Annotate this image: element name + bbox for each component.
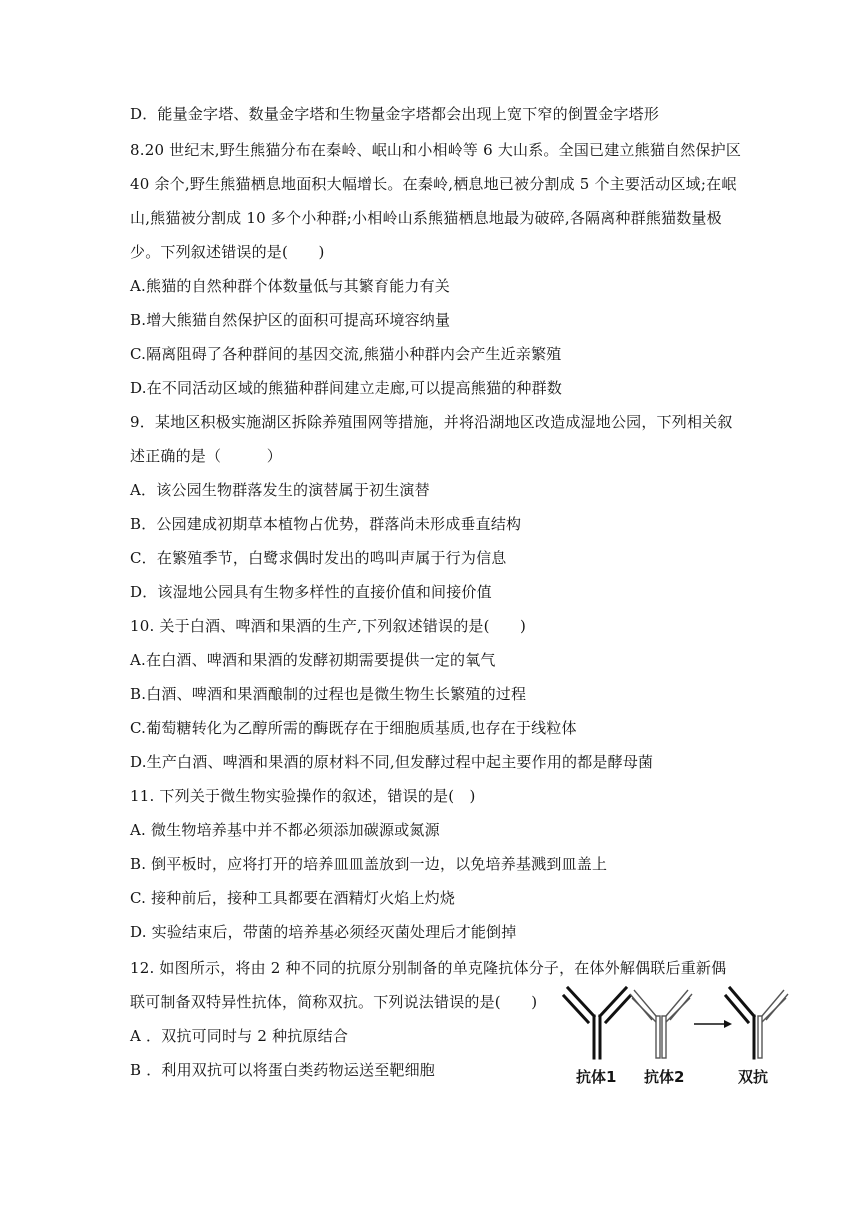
question-12-option-b: B ．利用双抗可以将蛋白类药物运送至靶细胞 [130, 1061, 435, 1079]
question-11-option-d: D. 实验结束后，带菌的培养基必须经灭菌处理后才能倒掉 [130, 923, 517, 941]
question-11-option-c: C. 接种前后，接种工具都要在酒精灯火焰上灼烧 [130, 889, 456, 907]
arrow-icon [694, 1020, 732, 1028]
question-12-line-2: 联可制备双特异性抗体，简称双抗。下列说法错误的是( ) [130, 993, 538, 1011]
option-d-q7: D．能量金字塔、数量金字塔和生物量金字塔都会出现上宽下窄的倒置金字塔形 [130, 105, 660, 123]
question-9-option-c: C．在繁殖季节，白鹭求偶时发出的鸣叫声属于行为信息 [130, 549, 507, 567]
question-8-option-d: D.在不同活动区域的熊猫种群间建立走廊,可以提高熊猫的种群数 [130, 379, 563, 397]
question-11-option-b: B. 倒平板时，应将打开的培养皿皿盖放到一边，以免培养基溅到皿盖上 [130, 855, 608, 873]
question-10-option-a: A.在白酒、啤酒和果酒的发酵初期需要提供一定的氧气 [130, 651, 496, 669]
bispecific-antibody-label: 双抗 [738, 1068, 769, 1086]
antibody-1-label: 抗体1 [576, 1068, 617, 1086]
bispecific-antibody-shape [726, 988, 788, 1058]
antibody-figure [556, 978, 796, 1090]
question-9-option-b: B．公园建成初期草本植物占优势，群落尚未形成垂直结构 [130, 515, 522, 533]
question-9-line-2: 述正确的是（ ） [130, 447, 283, 465]
question-11-option-a: A. 微生物培养基中并不都必须添加碳源或氮源 [130, 821, 440, 839]
question-9-option-d: D．该湿地公园具有生物多样性的直接价值和间接价值 [130, 583, 492, 601]
question-8-option-c: C.隔离阻碍了各种群间的基因交流,熊猫小种群内会产生近亲繁殖 [130, 345, 562, 363]
question-10-stem: 10. 关于白酒、啤酒和果酒的生产,下列叙述错误的是( ) [130, 617, 527, 635]
question-12-option-a: A ．双抗可同时与 2 种抗原结合 [130, 1027, 349, 1045]
question-10-option-b: B.白酒、啤酒和果酒酿制的过程也是微生物生长繁殖的过程 [130, 685, 527, 703]
question-8-option-b: B.增大熊猫自然保护区的面积可提高环境容纳量 [130, 311, 451, 329]
antibody-1-shape [564, 988, 630, 1058]
question-9-option-a: A．该公园生物群落发生的演替属于初生演替 [130, 481, 430, 499]
question-8-line-3: 山,熊猫被分割成 10 多个小种群;小相岭山系熊猫栖息地最为破碎,各隔离种群熊猫数量极 [130, 209, 722, 227]
antibody-diagram [556, 978, 796, 1064]
question-8-line-4: 少。下列叙述错误的是( ) [130, 243, 325, 261]
question-9-line-1: 9．某地区积极实施湖区拆除养殖围网等措施，并将沿湖地区改造成湿地公园，下列相关叙 [130, 413, 733, 431]
question-11-stem: 11. 下列关于微生物实验操作的叙述，错误的是( ) [130, 787, 476, 805]
question-10-option-d: D.生产白酒、啤酒和果酒的原材料不同,但发酵过程中起主要作用的都是酵母菌 [130, 753, 654, 771]
question-8-line-1: 8.20 世纪末,野生熊猫分布在秦岭、岷山和小相岭等 6 大山系。全国已建立熊猫自然保护区 [130, 141, 742, 159]
question-12-line-1: 12. 如图所示，将由 2 种不同的抗原分别制备的单克隆抗体分子，在体外解偶联后重新偶 [130, 959, 727, 977]
antibody-2-label: 抗体2 [644, 1068, 685, 1086]
question-8-line-2: 40 余个,野生熊猫栖息地面积大幅增长。在秦岭,栖息地已被分割成 5 个主要活动区域;在岷 [130, 175, 737, 193]
antibody-2-shape [630, 990, 692, 1058]
question-8-option-a: A.熊猫的自然种群个体数量低与其繁育能力有关 [130, 277, 451, 295]
question-10-option-c: C.葡萄糖转化为乙醇所需的酶既存在于细胞质基质,也存在于线粒体 [130, 719, 577, 737]
